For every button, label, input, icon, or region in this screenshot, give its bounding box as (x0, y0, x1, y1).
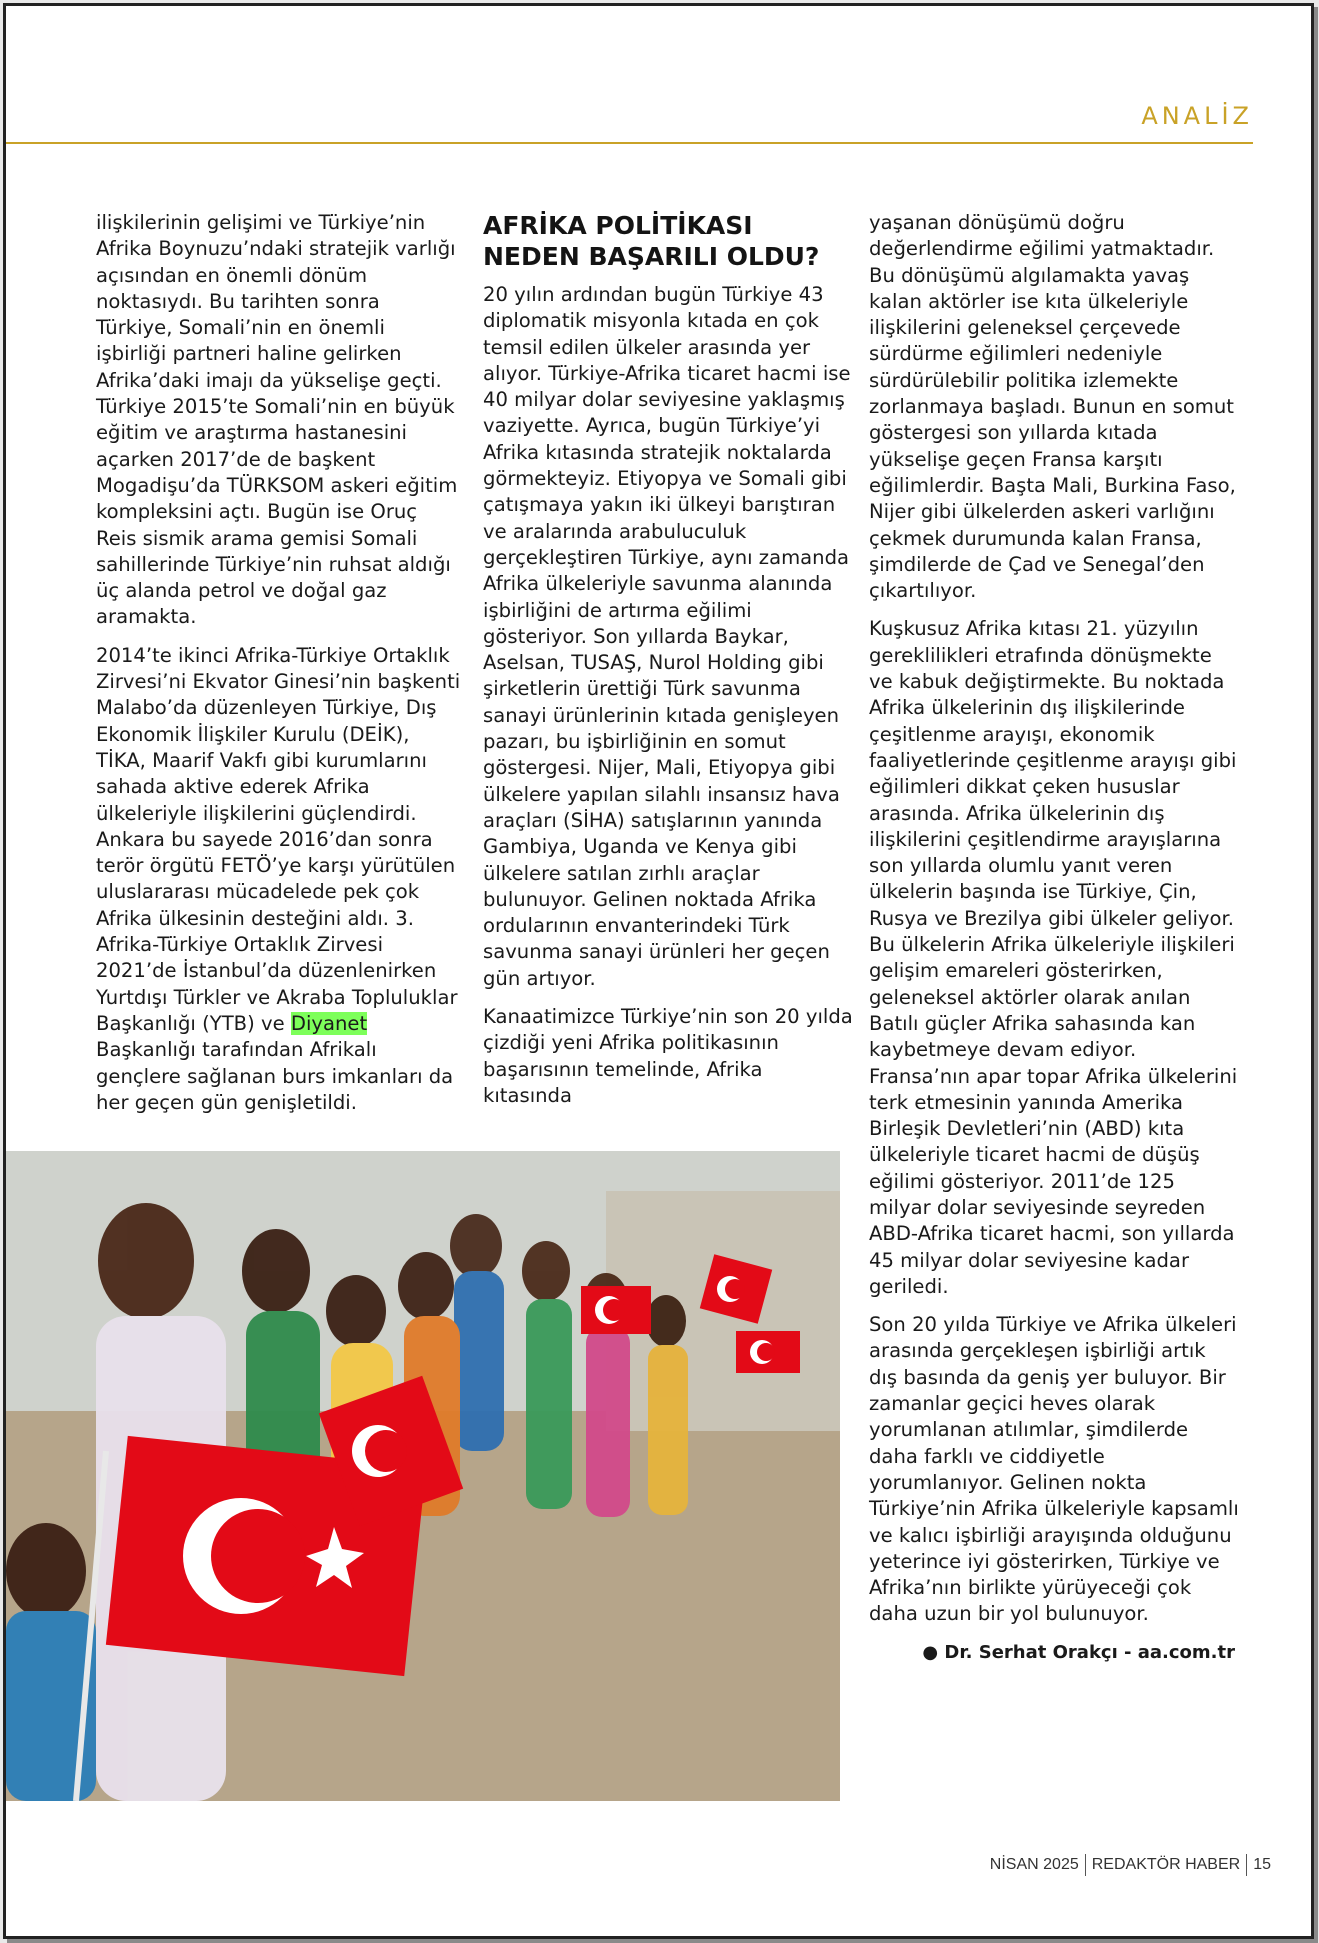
column2-paragraph-2: Kanaatimizce Türkiye’nin son 20 yılda çizdiği yeni Afrika politikasının başarısının temelinde, Afrika kıtasında (483, 1005, 853, 1107)
section-headline: AFRİKA POLİTİKASI NEDEN BAŞARILI OLDU? (483, 211, 820, 271)
header-rule (6, 142, 1253, 144)
column1-paragraph-2: 2014’te ikinci Afrika-Türkiye Ortaklık Zirvesi’ni Ekvator Ginesi’nin başkenti Malabo’da düzenleyen Türkiye, Dış Ekonomik İlişkiler Kurulu (DEİK), TİKA, Maarif Vakfı gibi kurumlarını sahada aktive ederek Afrika ülkeleriyle ilişkilerini güçlendirdi. Ankara bu sayede 2016’dan sonra terör örgütü FETÖ’ye karşı yürütülen uluslararası mücadelede pek çok Afrika ülkesinin desteğini aldı. 3. Afrika-Türkiye Ortaklık Zirvesi 2021’de İstanbul’da düzenlenirken Yurtdışı Türkler ve Akraba Topluluklar Başkanlığı (YTB) ve Diyanet Başkanlığı tarafından Afrikalı gençlere sağlanan burs imkanları da her geçen gün genişletildi. (96, 643, 461, 1114)
author-byline: ● Dr. Serhat Orakçı - aa.com.tr (922, 1641, 1235, 1663)
issue-date: NİSAN 2025 (989, 1856, 1079, 1873)
column3-paragraph-3: Son 20 yılda Türkiye ve Afrika ülkeleri arasında gerçekleşen işbirliği artık dış basında da geniş yer buluyor. Bir zamanlar geçici heves olarak yorumlanan atılımlar, şimdilerde daha farklı ve ciddiyetle yorumlanıyor. Gelinen nokta Türkiye’nin Afrika ülkeleriyle kapsamlı ve kalıcı işbirliği arayışında olduğunu yeterince iyi gösterirken, Türkiye ve Afrika’nın birlikte yürüyeceği çok daha uzun bir yol bulunuyor. (869, 1313, 1239, 1626)
column3-paragraph-1: yaşanan dönüşümü doğru değerlendirme eğilimi yatmaktadır. Bu dönüşümü algılamakta yavaş kalan aktörler ise kıta ülkeleriyle ilişkilerini geleneksel çerçevede sürdürme eğilimleri nedeniyle sürdürülebilir politika izlemekte zorlanmaya başladı. Bunun en somut göstergesi son yıllarda kıtada yükselişe geçen Fransa karşıtı eğilimlerdir. Başta Mali, Burkina Faso, Nijer gibi ülkelerden askeri varlığını çekmek durumunda kalan Fransa, şimdilerde de Çad ve Senegal’den çıkartılıyor. (869, 211, 1236, 603)
text-column-2 (483, 210, 853, 1121)
text-column-1 (96, 210, 461, 1128)
page-footer (990, 1854, 1271, 1876)
highlighted-word: Diyanet (290, 1011, 368, 1035)
article-photo-children-with-flags (6, 1151, 840, 1801)
column1-paragraph-1: ilişkilerinin gelişimi ve Türkiye’nin Afrika Boynuzu’ndaki stratejik varlığı açısından en önemli dönüm noktasıydı. Bu tarihten sonra Türkiye, Somali’nin en önemli işbirliği partneri haline gelirken Afrika’daki imajı da yükselişe geçti. Türkiye 2015’te Somali’nin en büyük eğitim ve araştırma hastanesini açarken 2017’de de başkent Mogadişu’da TÜRKSOM askeri eğitim kompleksini açtı. Bugün ise Oruç Reis sismik arama gemisi Somali sahillerinde Türkiye’nin ruhsat aldığı üç alanda petrol ve doğal gaz aramakta. (96, 211, 458, 629)
turkish-flag-small-1 (581, 1286, 651, 1334)
page-number: 15 (1253, 1856, 1271, 1873)
text-column-3 (869, 210, 1239, 1666)
magazine-name: REDAKTÖR HABER (1091, 1856, 1241, 1873)
column3-paragraph-2: Kuşkusuz Afrika kıtası 21. yüzyılın gereklilikleri etrafında dönüşmekte ve kabuk değiştirmekte. Bu noktada Afrika ülkelerinin dış ilişkilerinde çeşitlenme arayışı, ekonomik faaliyetlerinde çeşitlenme arayışı gibi eğilimleri dikkat çeken hususlar arasında. Afrika ülkelerinin dış ilişkilerini çeşitlendirme arayışlarına son yıllarda olumlu yanıt veren ülkelerin başında ise Türkiye, Çin, Rusya ve Brezilya gibi ülkeler geliyor. Bu ülkelerin Afrika ülkeleriyle ilişkileri gelişim emareleri gösterirken, geleneksel aktörler olarak anılan Batılı güçler Afrika sahasında kan kaybetmeye devam ediyor. Fransa’nın apar topar Afrika ülkelerini terk etmesinin yanında Amerika Birleşik Devletleri’nin (ABD) kıta ülkeleriyle ticaret hacmi de düşüş eğilimi gösteriyor. 2011’de 125 milyar dolar seviyesinde seyreden ABD-Afrika ticaret hacmi, son yıllarda 45 milyar dolar seviyesine kadar geriledi. (869, 617, 1238, 1298)
column2-paragraph-1: 20 yılın ardından bugün Türkiye 43 diplomatik misyonla kıtada en çok temsil edilen ülkeler arasında yer alıyor. Türkiye-Afrika ticaret hacmi ise 40 milyar dolar seviyesine yaklaşmış vaziyette. Ayrıca, bugün Türkiye’yi Afrika kıtasında stratejik noktalarda görmekteyiz. Etiyopya ve Somali gibi çatışmaya yakın iki ülkeyi barıştıran ve aralarında arabuluculuk gerçekleştiren Türkiye, aynı zamanda Afrika ülkeleriyle savunma alanında işbirliğini de artırma eğilimi gösteriyor. Son yıllarda Baykar, Aselsan, TUSAŞ, Nurol Holding gibi şirketlerin ürettiği Türk savunma sanayi ürünlerinin kıtada genişleyen pazarı, bu işbirliğinin en somut göstergesi. Nijer, Mali, Etiyopya gibi ülkelere yapılan silahlı insansız hava araçları (SİHA) satışlarının yanında Gambiya, Uganda ve Kenya gibi ülkelere satılan zırhlı araçlar bulunuyor. Gelinen noktada Afrika ordularının envanterindeki Türk savunma sanayi ürünleri her geçen gün artıyor. (483, 283, 851, 990)
footer-divider (1085, 1854, 1086, 1876)
magazine-page (3, 3, 1314, 1939)
footer-divider (1246, 1854, 1247, 1876)
section-label: ANALİZ (1141, 102, 1253, 130)
turkish-flag-small-3 (736, 1331, 800, 1373)
